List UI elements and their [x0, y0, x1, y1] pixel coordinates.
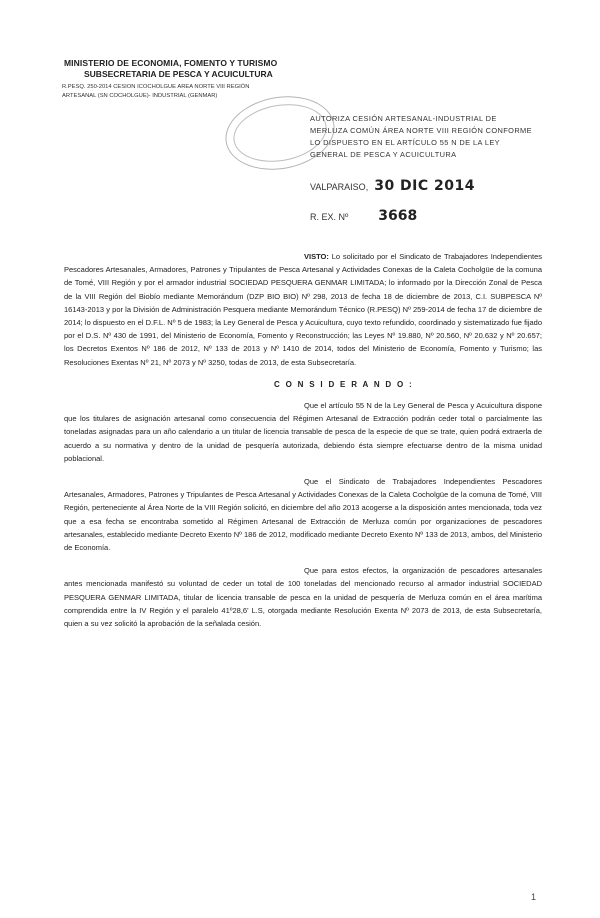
- resolution-summary: AUTORIZA CESIÓN ARTESANAL-INDUSTRIAL DE MERLUZA COMÚN ÁREA NORTE VIII REGIÓN CONFORME LO DISPUESTO EN EL ARTÍCULO 55 N DE LA LEY GENERAL DE PESCA Y ACUICULTURA: [310, 114, 532, 159]
- visto-label: VISTO:: [304, 252, 329, 261]
- considerando-paragraph-2: Que el Sindicato de Trabajadores Independientes Pescadores Artesanales, Armadores, Patrones y Tripulantes de Pesca Artesanal y Actividades Conexas de la Caleta Cocholgüe de la comuna de Tomé, VIII Región, perteneciente al Área Norte de la VIII Región solicitó, en diciembre del año 2013 acogerse a la disposición antes mencionada, toda vez que a esa fecha se encontraba sometido al Régimen Artesanal de Extracción de Merluza común por organizaciones de pescadores artesanales, establecido mediante Decreto Exento Nº 186 de 2012, modificado mediante Decreto Exento Nº 133 de 2013, ambos, del Ministerio de Economía.: [64, 477, 542, 553]
- place: VALPARAISO,: [310, 182, 369, 192]
- visto-text: Lo solicitado por el Sindicato de Trabajadores Independientes Pescadores Artesanales, Armadores, Patrones y Tripulantes de Pesca Artesanal y Actividades Conexas de la Caleta Cocholgüe de la comuna de Tomé, VIII Región y por el armador industrial SOCIEDAD PESQUERA GENMAR LIMITADA; lo informado por la Dirección Zonal de Pesca de la VIII Región del Biobío mediante Memorándum (DZP BIO BIO) Nº 298, 2013 de fecha 18 de diciembre de 2013, C.I. SUBPESCA Nº 16143-2013 y por la División de Administración Pesquera mediante Memorándum Técnico (R.PESQ) Nº 259-2014 de fecha 17 de diciembre de 2014; lo dispuesto en el D.F.L. Nº 5 de 1983; la Ley General de Pesca y Acuicultura, cuyo texto refundido, coordinado y sistematizado fue fijado por el D.S. Nº 430 de 1991, del Ministerio de Economía, Fomento y Reconstrucción; las Leyes Nº 19.880, Nº 20.560, Nº 20.632 y Nº 20.657; los Decretos Exentos Nº 186 de 2012, Nº 133 de 2013 y Nº 1410 de 2014, todos del Ministerio de Economía, Fomento y Turismo; las Resoluciones Exentas Nº 21, Nº 2073 y Nº 3250, todas de 2013, de esta Subsecretaría.: [64, 252, 542, 367]
- resolution-number-line: [310, 208, 417, 224]
- reference-line-2: ARTESANAL (SN COCHOLGUE)- INDUSTRIAL (GENMAR): [62, 92, 218, 99]
- resolution-number-label: R. EX. Nº: [310, 212, 349, 222]
- reference-line-1: R.PESQ. 250-2014 CESION ICOCHOLGUE AREA NORTE VIII REGIÓN: [62, 84, 250, 90]
- letterhead: [64, 58, 314, 100]
- ministry-name: MINISTERIO DE ECONOMIA, FOMENTO Y TURISMO: [64, 58, 278, 68]
- document-body: [64, 250, 542, 640]
- place-date-line: [310, 178, 475, 194]
- page-number: 1: [530, 892, 536, 902]
- resolution-number: 3668: [378, 208, 418, 224]
- considerando-paragraph-1: Que el artículo 55 N de la Ley General de Pesca y Acuicultura dispone que los titulares de asignación artesanal como consecuencia del Régimen Artesanal de Extracción podrán ceder total o parcialmente las toneladas asignadas para un año calendario a un titular de licencia transable de pesca de la especie de que se trate, quien podrá extraerla de acuerdo a su normativa y dentro de la unidad de pesquería autorizada, debiendo ésta siempre efectuarse dentro de la misma unidad poblacional.: [64, 401, 542, 463]
- considerando-paragraph-3: Que para estos efectos, la organización de pescadores artesanales antes mencionada manifestó su voluntad de ceder un total de 100 toneladas del mencionado recurso al armador industrial SOCIEDAD PESQUERA GENMAR LIMITADA, titular de licencia transable de pesca en la unidad de pesquería de Merluza común en el área marítima comprendida entre la IV Región y el paralelo 41º28,6' L.S, otorgada mediante Resolución Exenta Nº 2073 de 2013, de esta Subsecretaría, quien a su vez solicitó la aprobación de la señalada cesión.: [64, 566, 542, 629]
- visto-paragraph: [64, 250, 542, 369]
- considerando-heading: C O N S I D E R A N D O :: [274, 379, 414, 389]
- subsecretaria-name: SUBSECRETARIA DE PESCA Y ACUICULTURA: [84, 69, 273, 79]
- resolution-date: 30 DIC 2014: [374, 178, 476, 194]
